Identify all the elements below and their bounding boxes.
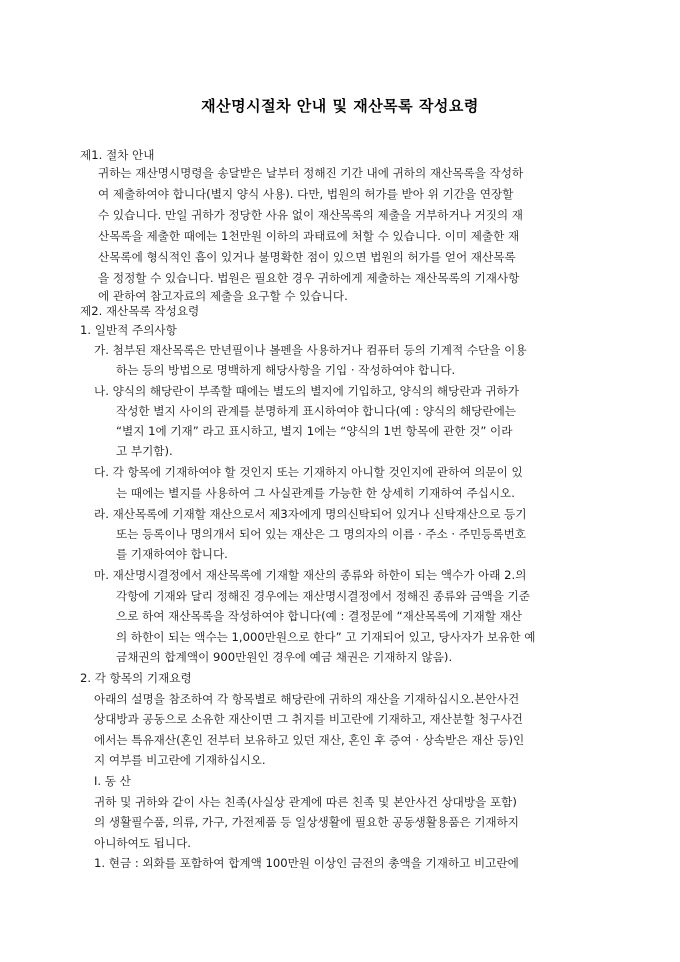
paragraph-line: 지 여부를 비고란에 기재하십시오. xyxy=(94,753,266,767)
list-item-line: 고 부기함). xyxy=(116,444,173,458)
paragraph-line: 1. 현금 : 외화를 포함하여 합계액 100만원 이상인 금전의 총액을 기재하고 비고란에 xyxy=(94,856,519,870)
list-item-line: 금채권의 합계액이 900만원인 경우에 예금 채권은 기재하지 않음). xyxy=(116,650,453,664)
list-item-line: 작성한 별지 사이의 관계를 분명하게 표시하여야 합니다(예 : 양식의 해당란에는 xyxy=(116,404,516,418)
paragraph-line: 산목록에 형식적인 흠이 있거나 불명확한 점이 있으면 법원의 허가를 얻어 재산목록 xyxy=(98,250,516,264)
paragraph-line: 귀하 및 귀하와 같이 사는 친족(사실상 관계에 따른 친족 및 본안사건 상대방을 포함) xyxy=(94,795,517,809)
paragraph-line: 아래의 설명을 참조하여 각 항목별로 해당란에 귀하의 재산을 기재하십시오.본안사건 xyxy=(94,692,520,706)
paragraph-line: 수 있습니다. 만일 귀하가 정당한 사유 없이 재산목록의 제출을 거부하거나 거짓의 재 xyxy=(98,208,524,222)
paragraph-line: 에서는 특유재산(혼인 전부터 보유하고 있던 재산, 혼인 후 증여 · 상속받은 재산 등)인 xyxy=(94,733,525,747)
list-item-line: 는 때에는 별지를 사용하여 그 사실관계를 가능한 한 상세히 기재하여 주십시오. xyxy=(116,486,515,500)
section-heading: 제1. 절차 안내 xyxy=(80,148,155,162)
list-item-line: 의 하한이 되는 액수는 1,000만원으로 한다” 고 기재되어 있고, 당사자가 보유한 예 xyxy=(116,630,536,644)
paragraph-line: 여 제출하여야 합니다(별지 양식 사용). 다만, 법원의 허가를 받아 위 기간을 연장할 xyxy=(98,187,514,201)
paragraph-line: 산목록을 제출한 때에는 1천만원 이하의 과태료에 처할 수 있습니다. 이미 제출한 재 xyxy=(98,229,520,243)
list-item-line: 또는 등록이나 명의개서 되어 있는 재산은 그 명의자의 이름 · 주소 · 주민등록번호 xyxy=(116,527,526,541)
subsection-heading: 2. 각 항목의 기재요령 xyxy=(80,671,192,685)
paragraph-line: 아니하여도 됩니다. xyxy=(94,836,191,850)
list-item-line: 다. 각 항목에 기재하여야 할 것인지 또는 기재하지 아니할 것인지에 관하여 의문이 있 xyxy=(94,465,523,479)
paragraph-line: 에 관하여 참고자료의 제출을 요구할 수 있습니다. xyxy=(98,289,348,303)
list-item-line: 라. 재산목록에 기재할 재산으로서 제3자에게 명의신탁되어 있거나 신탁재산으로 등기 xyxy=(94,507,527,521)
list-item-line: 하는 등의 방법으로 명백하게 해당사항을 기입 · 작성하여야 합니다. xyxy=(116,363,456,377)
category-heading: Ⅰ. 동 산 xyxy=(94,774,131,788)
list-item-line: “별지 1에 기재” 라고 표시하고, 별지 1에는 “양식의 1번 항목에 관한 것” 이라 xyxy=(116,424,513,438)
paragraph-line: 상대방과 공동으로 소유한 재산이면 그 취지를 비고란에 기재하고, 재산분할 청구사건 xyxy=(94,712,523,726)
section-heading: 제2. 재산목록 작성요령 xyxy=(80,304,200,318)
list-item-line: 마. 재산명시결정에서 재산목록에 기재할 재산의 종류와 하한이 되는 액수가 아래 2.의 xyxy=(94,568,527,582)
paragraph-line: 의 생활필수품, 의류, 가구, 가전제품 등 일상생활에 필요한 공동생활용품은 기재하지 xyxy=(94,815,520,829)
document-title: 재산명시절차 안내 및 재산목록 작성요령 xyxy=(201,97,479,115)
paragraph-line: 귀하는 재산명시명령을 송달받은 날부터 정해진 기간 내에 귀하의 재산목록을 작성하 xyxy=(98,166,524,180)
list-item-line: 가. 첨부된 재산목록은 만년필이나 볼펜을 사용하거나 컴퓨터 등의 기계적 수단을 이용 xyxy=(94,343,527,357)
list-item-line: 각항에 기재와 달리 정해진 경우에는 재산명시결정에서 정해진 종류와 금액을 기준 xyxy=(116,589,530,603)
list-item-line: 으로 하여 재산목록을 작성하여야 합니다(예 : 결정문에 “재산목록에 기재할 재산 xyxy=(116,609,522,623)
paragraph-line: 을 정정할 수 있습니다. 법원은 필요한 경우 귀하에게 제출하는 재산목록의 기재사항 xyxy=(98,271,520,285)
list-item-line: 를 기재하여야 합니다. xyxy=(116,547,228,561)
list-item-line: 나. 양식의 해당란이 부족할 때에는 별도의 별지에 기입하고, 양식의 해당란과 귀하가 xyxy=(94,384,520,398)
subsection-heading: 1. 일반적 주의사항 xyxy=(80,323,177,337)
